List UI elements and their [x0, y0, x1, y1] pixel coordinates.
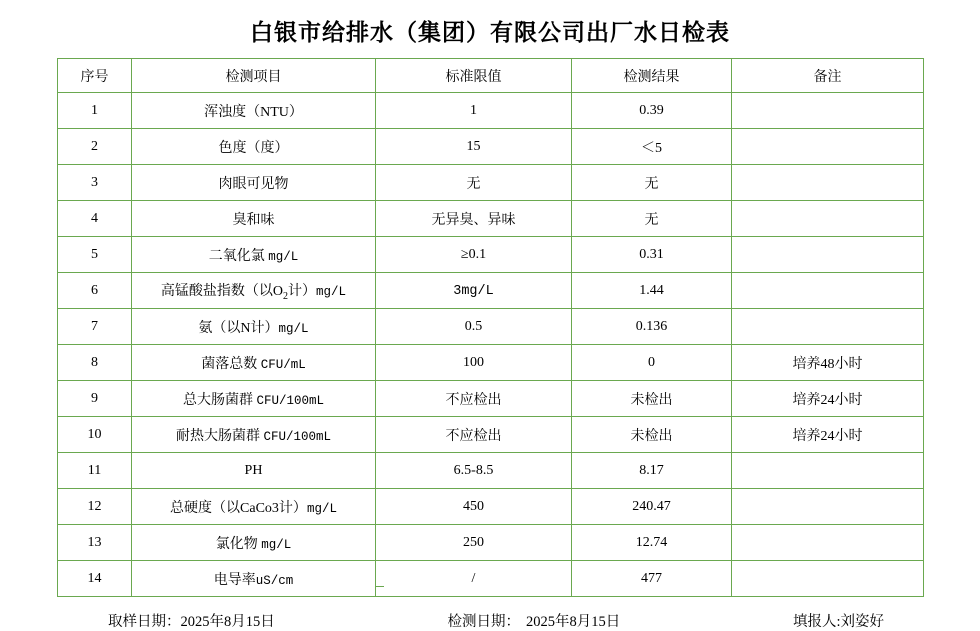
cell-standard: 不应检出 — [376, 381, 572, 417]
cell-note — [732, 273, 924, 309]
table-row — [58, 165, 924, 201]
cell-standard: 1 — [376, 93, 572, 129]
table-row — [58, 453, 924, 489]
cell-note — [732, 489, 924, 525]
cell-standard: 无 — [376, 165, 572, 201]
cell-item: 氯化物 mg/L — [132, 525, 376, 561]
cell-note — [732, 201, 924, 237]
table-row — [58, 129, 924, 165]
column-header-item: 检测项目 — [132, 59, 376, 93]
cell-note — [732, 561, 924, 597]
column-header-index: 序号 — [58, 59, 132, 93]
table-row — [58, 381, 924, 417]
cell-standard: 6.5-8.5 — [376, 453, 572, 489]
table-row — [58, 273, 924, 309]
table-row — [58, 561, 924, 597]
cell-result: 无 — [572, 201, 732, 237]
testing-date-value: 2025年8月15日 — [525, 614, 621, 630]
cell-item: 二氧化氯 mg/L — [132, 237, 376, 273]
table-row — [58, 237, 924, 273]
sampling-date-value: 2025年8月15日 — [180, 614, 275, 630]
cell-item: 氨（以N计）mg/L — [132, 309, 376, 345]
cell-item: 色度（度） — [132, 129, 376, 165]
cell-standard: ≥0.1 — [376, 237, 572, 273]
daily-inspection-table — [57, 58, 924, 597]
cell-note — [732, 309, 924, 345]
cell-index: 9 — [58, 381, 132, 417]
cell-result: 无 — [572, 165, 732, 201]
cell-index: 7 — [58, 309, 132, 345]
cell-index: 14 — [58, 561, 132, 597]
cell-index: 1 — [58, 93, 132, 129]
table-row — [58, 93, 924, 129]
cell-standard: 不应检出 — [376, 417, 572, 453]
cell-result: 8.17 — [572, 453, 732, 489]
cell-index: 4 — [58, 201, 132, 237]
cell-index: 5 — [58, 237, 132, 273]
cell-index: 6 — [58, 273, 132, 309]
cell-note: 培养24小时 — [732, 417, 924, 453]
column-header-result: 检测结果 — [572, 59, 732, 93]
cell-result: 未检出 — [572, 381, 732, 417]
cell-standard: 250 — [376, 525, 572, 561]
cell-note: 培养24小时 — [732, 381, 924, 417]
cell-result: 12.74 — [572, 525, 732, 561]
cell-standard: 15 — [376, 129, 572, 165]
cell-item: 总硬度（以CaCo3计）mg/L — [132, 489, 376, 525]
cell-result: 0.136 — [572, 309, 732, 345]
column-header-note: 备注 — [732, 59, 924, 93]
cell-note: 培养48小时 — [732, 345, 924, 381]
cell-standard: 450 — [376, 489, 572, 525]
page-title: 白银市给排水（集团）有限公司出厂水日检表 — [250, 20, 730, 45]
cell-note — [732, 237, 924, 273]
cell-item: 臭和味 — [132, 201, 376, 237]
table-row — [58, 345, 924, 381]
cell-standard: 无异臭、异味 — [376, 201, 572, 237]
cell-result: 1.44 — [572, 273, 732, 309]
footer — [0, 597, 980, 631]
table-container — [0, 58, 980, 597]
cell-result: 0 — [572, 345, 732, 381]
cell-note — [732, 129, 924, 165]
table-row — [58, 489, 924, 525]
cell-index: 13 — [58, 525, 132, 561]
cell-note — [732, 525, 924, 561]
table-header — [58, 59, 924, 93]
cell-note — [732, 93, 924, 129]
column-header-standard: 标准限值 — [376, 59, 572, 93]
reporter-name: 刘姿好 — [840, 614, 884, 630]
cell-result: 477 — [572, 561, 732, 597]
cell-index: 11 — [58, 453, 132, 489]
cell-standard: 0.5 — [376, 309, 572, 345]
cell-result: 0.39 — [572, 93, 732, 129]
table-row — [58, 309, 924, 345]
cell-item: PH — [132, 453, 376, 489]
table-row — [58, 525, 924, 561]
cell-index: 8 — [58, 345, 132, 381]
cell-standard: 3mg/L — [376, 273, 572, 309]
cell-item: 电导率uS/cm — [132, 561, 376, 597]
table-header-row — [58, 59, 924, 93]
table-row — [58, 201, 924, 237]
cell-note — [732, 453, 924, 489]
cell-item: 菌落总数 CFU/mL — [132, 345, 376, 381]
reporter-label: 填报人: — [792, 614, 841, 630]
cell-index: 10 — [58, 417, 132, 453]
cell-item: 总大肠菌群 CFU/100mL — [132, 381, 376, 417]
cell-result: ＜5 — [572, 129, 732, 165]
cell-item: 肉眼可见物 — [132, 165, 376, 201]
cell-result: 未检出 — [572, 417, 732, 453]
cell-index: 12 — [58, 489, 132, 525]
cell-standard: 100 — [376, 345, 572, 381]
cell-index: 2 — [58, 129, 132, 165]
cell-result: 0.31 — [572, 237, 732, 273]
cell-result: 240.47 — [572, 489, 732, 525]
cell-item: 耐热大肠菌群 CFU/100mL — [132, 417, 376, 453]
table-body — [58, 93, 924, 597]
table-row — [58, 417, 924, 453]
sheet-corner-marker — [375, 578, 384, 587]
cell-standard: / — [376, 561, 572, 597]
testing-date-label: 检测日期： — [447, 614, 520, 630]
cell-note — [732, 165, 924, 201]
sampling-date-label: 取样日期： — [108, 614, 181, 630]
cell-item: 高锰酸盐指数（以$O_2$计）mg/L — [132, 273, 376, 309]
cell-item: 浑浊度（NTU） — [132, 93, 376, 129]
cell-index: 3 — [58, 165, 132, 201]
